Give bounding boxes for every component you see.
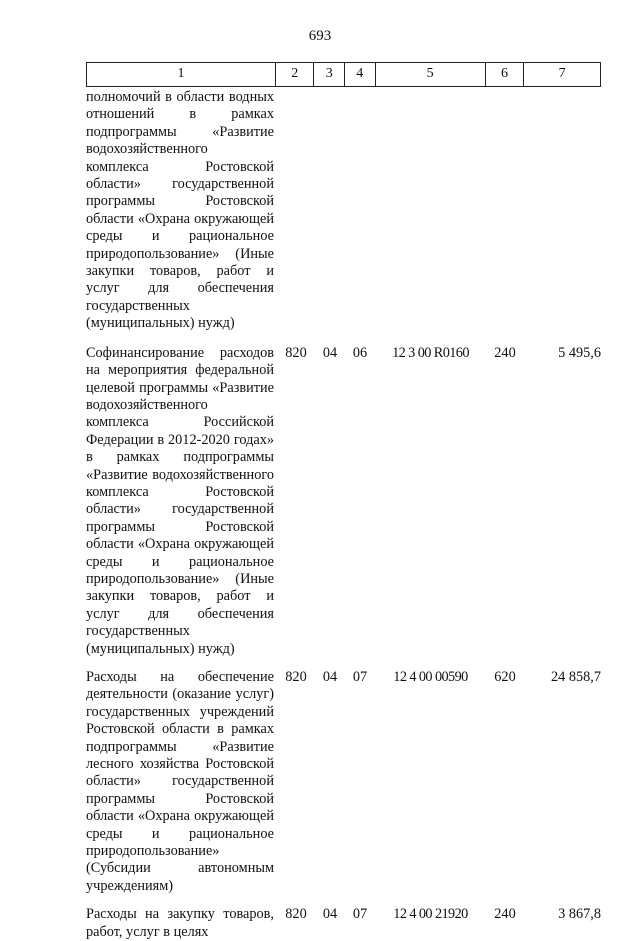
- row-ministry-code: 820: [285, 669, 307, 685]
- row-expense-type: 240: [494, 906, 516, 923]
- row-target-article: 12 3 00 R0160: [392, 344, 469, 361]
- row-ministry-code: 820: [285, 906, 307, 923]
- row-amount: 3 867,8: [558, 906, 601, 923]
- row-amount: 24 858,7: [550, 669, 601, 685]
- header-col-7: 7: [523, 63, 601, 86]
- header-col-1: 1: [86, 63, 275, 86]
- header-col-2: 2: [275, 63, 313, 86]
- row-section-code: 04: [322, 344, 338, 361]
- row-ministry-code: 820: [285, 344, 307, 361]
- row-description: полномочий в области водных отношений в рамках подпрограммы «Развитие водохозяйственного комплекса Ростовской области» государственной программы Ростовской области «Охрана окружающей среды и рациональное природопользование» (Иные закупки товаров, работ и услуг для обеспечения государственных (муниципальных) нужд): [86, 89, 274, 332]
- table-header-row: [86, 62, 601, 87]
- header-col-6: 6: [485, 63, 523, 86]
- header-col-5: 5: [375, 63, 485, 86]
- row-amount: 5 495,6: [558, 344, 601, 361]
- row-description: Расходы на закупку товаров, работ, услуг в целях: [86, 906, 274, 940]
- header-col-3: 3: [313, 63, 344, 86]
- table-row: [86, 89, 601, 333]
- row-target-article: 12 4 00 21920: [393, 906, 468, 923]
- row-target-article: 12 4 00 00590: [393, 669, 468, 685]
- row-expense-type: 620: [494, 669, 516, 685]
- table-row: [86, 906, 601, 941]
- row-description: Софинансирование расходов на мероприятия федеральной целевой программы «Развитие водохозяйственного комплекса Российской Федерации в 2012-2020 годах» в рамках подпрограммы «Развитие водохозяйственного комплекса Ростовской области» государственной программы Ростовской области «Охрана окружающей среды и рациональное природопользование» (Иные закупки товаров, работ и услуг для обеспечения государственных (муниципальных) нужд): [86, 344, 274, 657]
- row-description: Расходы на обеспечение деятельности (оказание услуг) государственных учреждений Ростовской области в рамках подпрограммы «Развитие лесного хозяйства Ростовской области» государственной программы Ростовской области «Охрана окружающей среды и рациональное природопользование» (Субсидии автономным учреждениям): [86, 669, 274, 894]
- budget-table: [86, 62, 601, 941]
- table-row: [86, 345, 601, 658]
- row-section-code: 04: [322, 669, 338, 685]
- table-row: [86, 669, 601, 895]
- row-subsection-code: 06: [352, 344, 368, 361]
- header-col-4: 4: [344, 63, 375, 86]
- row-expense-type: 240: [494, 344, 516, 361]
- row-subsection-code: 07: [352, 669, 368, 685]
- page-number: 693: [308, 28, 332, 44]
- row-section-code: 04: [322, 906, 338, 923]
- row-subsection-code: 07: [352, 906, 368, 923]
